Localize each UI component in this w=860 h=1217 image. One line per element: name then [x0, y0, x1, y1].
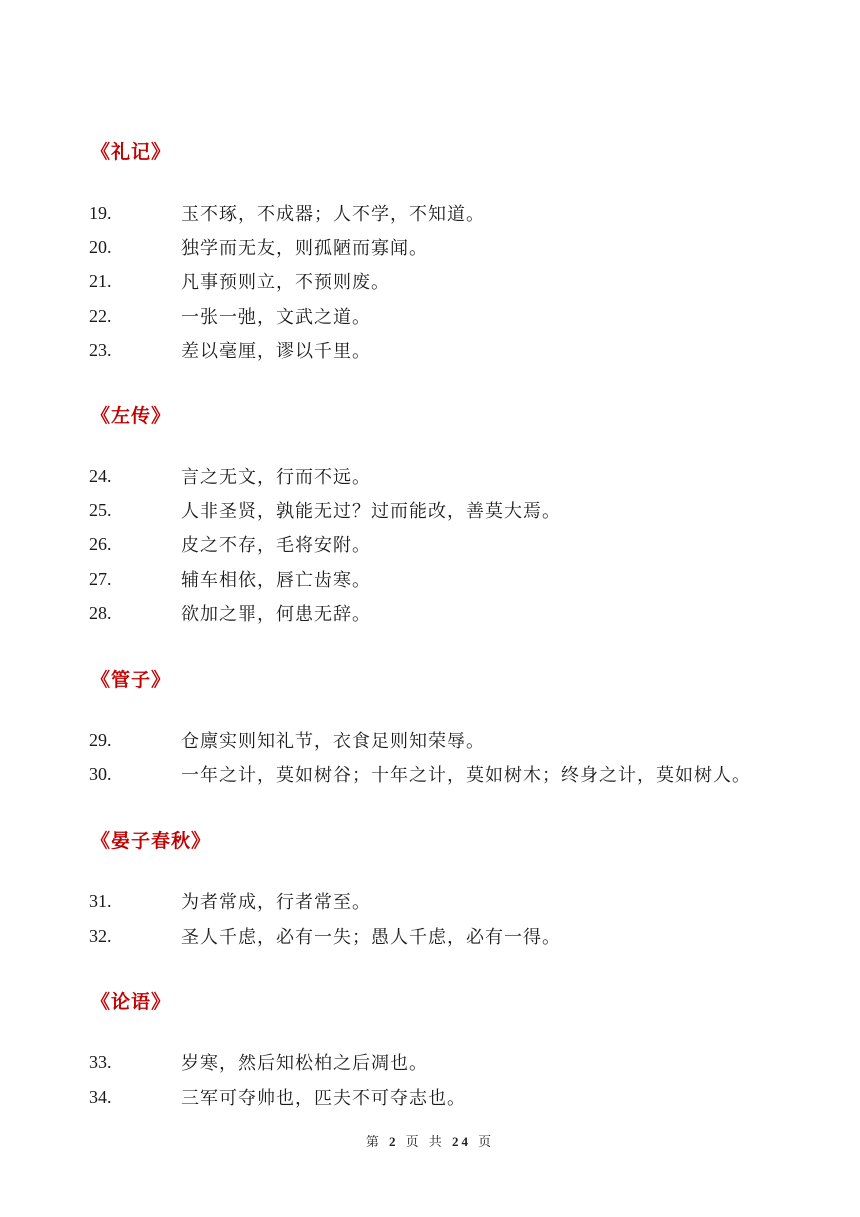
- entry-text: 辅车相依，唇亡齿寒。: [181, 570, 371, 591]
- section-title-zuozhuan: 《左传》: [91, 405, 172, 427]
- entry-number: 26.: [89, 533, 112, 554]
- section-title-yanzi-chunqiu: 《晏子春秋》: [91, 830, 212, 852]
- list-item: [89, 924, 561, 948]
- entry-number: 21.: [89, 270, 112, 291]
- entry-number: 25.: [89, 499, 112, 520]
- entry-number: 24.: [89, 465, 112, 486]
- entry-text: 仓廪实则知礼节，衣食足则知荣辱。: [181, 731, 485, 752]
- list-item: [89, 1085, 466, 1109]
- entry-number: 33.: [89, 1051, 112, 1072]
- section-title-liji: 《礼记》: [91, 141, 172, 163]
- entry-text: 差以毫厘，谬以千里。: [181, 341, 371, 362]
- entry-number: 22.: [89, 305, 112, 326]
- entry-number: 27.: [89, 568, 112, 589]
- entry-number: 20.: [89, 236, 112, 257]
- entry-number: 32.: [89, 925, 112, 946]
- entry-text: 一年之计，莫如树谷；十年之计，莫如树木；终身之计，莫如树人。: [181, 765, 751, 786]
- list-item: [89, 728, 485, 752]
- entry-text: 人非圣贤，孰能无过？过而能改，善莫大焉。: [181, 501, 561, 522]
- entry-text: 玉不琢，不成器；人不学，不知道。: [181, 204, 485, 225]
- footer-suffix: 页: [478, 1135, 495, 1150]
- current-page-number: 2: [389, 1134, 399, 1149]
- entry-number: 29.: [89, 729, 112, 750]
- list-item: [89, 532, 371, 556]
- page-footer: [0, 1131, 860, 1150]
- entry-text: 圣人千虑，必有一失；愚人千虑，必有一得。: [181, 927, 561, 948]
- section-title-lunyu: 《论语》: [91, 991, 172, 1013]
- list-item: [89, 235, 428, 259]
- list-item: [89, 889, 371, 913]
- entry-number: 34.: [89, 1086, 112, 1107]
- list-item: [89, 304, 371, 328]
- list-item: [89, 201, 485, 225]
- list-item: [89, 762, 751, 786]
- list-item: [89, 338, 371, 362]
- list-item: [89, 1050, 428, 1074]
- entry-text: 三军可夺帅也，匹夫不可夺志也。: [181, 1088, 466, 1109]
- entry-text: 岁寒，然后知松柏之后凋也。: [181, 1053, 428, 1074]
- list-item: [89, 464, 371, 488]
- entry-text: 皮之不存，毛将安附。: [181, 535, 371, 556]
- entry-text: 一张一弛，文武之道。: [181, 307, 371, 328]
- entry-number: 31.: [89, 890, 112, 911]
- entry-text: 为者常成，行者常至。: [181, 892, 371, 913]
- entry-text: 凡事预则立，不预则废。: [181, 272, 390, 293]
- list-item: [89, 601, 371, 625]
- list-item: [89, 567, 371, 591]
- total-page-count: 24: [451, 1134, 471, 1149]
- footer-prefix: 第: [365, 1135, 382, 1150]
- entry-number: 19.: [89, 202, 112, 223]
- entry-number: 30.: [89, 763, 112, 784]
- entry-text: 言之无文，行而不远。: [181, 467, 371, 488]
- footer-middle: 页 共: [405, 1135, 445, 1150]
- entry-text: 独学而无友，则孤陋而寡闻。: [181, 238, 428, 259]
- entry-number: 28.: [89, 602, 112, 623]
- entry-number: 23.: [89, 339, 112, 360]
- list-item: [89, 498, 561, 522]
- section-title-guanzi: 《管子》: [91, 669, 172, 691]
- list-item: [89, 269, 390, 293]
- entry-text: 欲加之罪，何患无辞。: [181, 604, 371, 625]
